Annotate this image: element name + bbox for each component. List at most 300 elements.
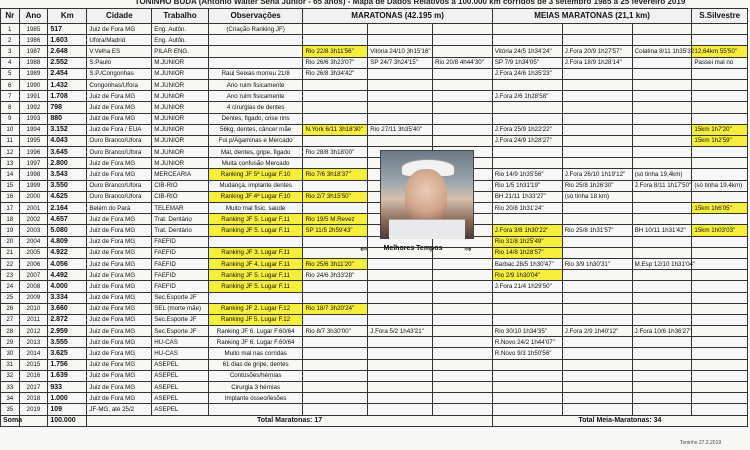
cell-cidade: Ouro Branco/Ufora bbox=[87, 180, 152, 191]
cell-maratona-1 bbox=[303, 359, 368, 370]
cell-maratona-3 bbox=[433, 326, 493, 337]
cell-maratona-1: Rio 25/6 3h11'20" bbox=[303, 258, 368, 269]
cell-observacoes: Ranking JF 5. Lugar F.11 bbox=[208, 270, 303, 281]
cell-maratona-2 bbox=[368, 303, 433, 314]
col-header-ano: Ano bbox=[19, 9, 48, 24]
cell-cidade: Juiz de Fora MG bbox=[87, 348, 152, 359]
cell-km: 1.432 bbox=[48, 79, 87, 90]
cell-sao-silvestre bbox=[692, 404, 748, 415]
cell-nr: 34 bbox=[1, 393, 20, 404]
cell-trabalho: SEL (morte mãe) bbox=[152, 303, 209, 314]
cell-ano: 2007 bbox=[19, 270, 48, 281]
cell-sao-silvestre bbox=[692, 348, 748, 359]
cell-sao-silvestre: 15km 1h2'59" bbox=[692, 135, 748, 146]
cell-meia-3 bbox=[632, 303, 692, 314]
cell-meia-1: Rio 1/5 1h31'19" bbox=[492, 180, 562, 191]
col-header-meias: MEIAS MARATONAS (21,1 km) bbox=[492, 9, 692, 24]
cell-meia-1 bbox=[492, 24, 562, 35]
cell-observacoes: 56kg, dentes, câncer mãe bbox=[208, 124, 303, 135]
cell-nr: 6 bbox=[1, 79, 20, 90]
cell-ano: 1986 bbox=[19, 35, 48, 46]
cell-sao-silvestre bbox=[692, 91, 748, 102]
cell-km: 1.639 bbox=[48, 370, 87, 381]
cell-cidade: JF-MG, até 25/2 bbox=[87, 404, 152, 415]
cell-km: 933 bbox=[48, 382, 87, 393]
cell-nr: 23 bbox=[1, 270, 20, 281]
cell-nr: 18 bbox=[1, 214, 20, 225]
cell-km: 4.657 bbox=[48, 214, 87, 225]
cell-sao-silvestre: Passei mal no bbox=[692, 57, 748, 68]
cell-meia-1: J.Fora 3/8 1h30'22" bbox=[492, 225, 562, 236]
cell-km: 2.164 bbox=[48, 203, 87, 214]
cell-ano: 1992 bbox=[19, 102, 48, 113]
cell-trabalho: ASEPEL bbox=[152, 404, 209, 415]
cell-trabalho: HU-CAS bbox=[152, 348, 209, 359]
cell-maratona-2 bbox=[368, 348, 433, 359]
cell-trabalho: ASEPEL bbox=[152, 393, 209, 404]
cell-ano: 1993 bbox=[19, 113, 48, 124]
cell-km: 517 bbox=[48, 24, 87, 35]
cell-maratona-3 bbox=[433, 292, 493, 303]
cell-meia-1: J.Fora 24/9 1h28'27" bbox=[492, 135, 562, 146]
cell-meia-2: (só tinha 18 km) bbox=[562, 191, 632, 202]
cell-nr: 32 bbox=[1, 370, 20, 381]
cell-meia-1: R.Novo 24/2 1h44'07" bbox=[492, 337, 562, 348]
cell-trabalho: MERCEARIA bbox=[152, 169, 209, 180]
cell-ano: 1987 bbox=[19, 46, 48, 57]
cell-meia-3 bbox=[632, 292, 692, 303]
cell-ano: 1988 bbox=[19, 57, 48, 68]
table-row bbox=[1, 91, 748, 102]
cell-meia-3: J.Fora 10/6 1h36'27" bbox=[632, 326, 692, 337]
cell-ano: 2004 bbox=[19, 236, 48, 247]
cell-meia-1 bbox=[492, 158, 562, 169]
cell-maratona-3 bbox=[433, 113, 493, 124]
cell-meia-3 bbox=[632, 337, 692, 348]
cell-observacoes bbox=[208, 35, 303, 46]
cell-meia-2 bbox=[562, 382, 632, 393]
cell-meia-3 bbox=[632, 68, 692, 79]
cell-maratona-1 bbox=[303, 337, 368, 348]
cell-meia-2: Rio 25/8 1h26'30" bbox=[562, 180, 632, 191]
col-header-km: Km bbox=[48, 9, 87, 24]
cell-observacoes: Ano ruim fisicamente bbox=[208, 79, 303, 90]
cell-sao-silvestre bbox=[692, 35, 748, 46]
cell-maratona-2 bbox=[368, 35, 433, 46]
cell-sao-silvestre bbox=[692, 292, 748, 303]
cell-meia-2: Rio 25/8 1h31'57" bbox=[562, 225, 632, 236]
cell-km: 3.334 bbox=[48, 292, 87, 303]
cell-trabalho: M.JUNIOR bbox=[152, 57, 209, 68]
cell-meia-3: (só tinha 19,4km) bbox=[632, 169, 692, 180]
cell-nr: 24 bbox=[1, 281, 20, 292]
cell-nr: 19 bbox=[1, 225, 20, 236]
cell-cidade: Juiz de Fora MG bbox=[87, 270, 152, 281]
cell-trabalho: M.JUNIOR bbox=[152, 147, 209, 158]
cell-km: 1.603 bbox=[48, 35, 87, 46]
cell-nr: 26 bbox=[1, 303, 20, 314]
cell-trabalho: FAEFID bbox=[152, 247, 209, 258]
table-row bbox=[1, 124, 748, 135]
table-row bbox=[1, 370, 748, 381]
cell-trabalho: M.JUNIOR bbox=[152, 79, 209, 90]
cell-observacoes: (Criação Ranking JF) bbox=[208, 24, 303, 35]
cell-sao-silvestre: 15km 1h03'03" bbox=[692, 225, 748, 236]
cell-nr: 8 bbox=[1, 102, 20, 113]
cell-sao-silvestre bbox=[692, 314, 748, 325]
cell-nr: 25 bbox=[1, 292, 20, 303]
table-row bbox=[1, 270, 748, 281]
cell-maratona-2 bbox=[368, 270, 433, 281]
cell-maratona-1: Rio 19/5 M.Revez bbox=[303, 214, 368, 225]
cell-maratona-1 bbox=[303, 158, 368, 169]
cell-trabalho: PILAR ENG. bbox=[152, 46, 209, 57]
cell-observacoes: Ranking JF 3. Lugar F.11 bbox=[208, 247, 303, 258]
cell-sao-silvestre bbox=[692, 258, 748, 269]
cell-meia-1: J.Fora 21/4 1h29'50" bbox=[492, 281, 562, 292]
cell-trabalho: FAEFID bbox=[152, 281, 209, 292]
col-header-maratonas: MARATONAS (42.195 m) bbox=[303, 9, 492, 24]
cell-trabalho: M.JUNIOR bbox=[152, 91, 209, 102]
cell-ano: 2011 bbox=[19, 314, 48, 325]
cell-maratona-1: Rio 24/6 3h33'28" bbox=[303, 270, 368, 281]
cell-ano: 2002 bbox=[19, 214, 48, 225]
cell-sao-silvestre bbox=[692, 337, 748, 348]
cell-total-meias: Total Meia-Maratonas: 34 bbox=[492, 415, 747, 426]
cell-maratona-2 bbox=[368, 314, 433, 325]
cell-nr: 33 bbox=[1, 382, 20, 393]
cell-observacoes: Implante ósseo/lesões bbox=[208, 393, 303, 404]
cell-sao-silvestre bbox=[692, 24, 748, 35]
cell-nr: 7 bbox=[1, 91, 20, 102]
cell-observacoes: 61 dias de gripe, dentes bbox=[208, 359, 303, 370]
cell-sao-silvestre bbox=[692, 370, 748, 381]
cell-maratona-3 bbox=[433, 337, 493, 348]
cell-nr: 29 bbox=[1, 337, 20, 348]
cell-cidade: Congonhas/Ufora bbox=[87, 79, 152, 90]
cell-total-maratonas: Total Maratonas: 17 bbox=[87, 415, 492, 426]
cell-meia-3 bbox=[632, 359, 692, 370]
cell-observacoes: Ranking JF 5. Lugar F.11 bbox=[208, 225, 303, 236]
cell-maratona-1 bbox=[303, 404, 368, 415]
cell-maratona-1 bbox=[303, 393, 368, 404]
cell-meia-1 bbox=[492, 393, 562, 404]
cell-meia-3 bbox=[632, 247, 692, 258]
cell-cidade: Juiz de Fora MG bbox=[87, 303, 152, 314]
runner-shirt bbox=[389, 219, 465, 239]
cell-cidade: Juiz de Fora MG bbox=[87, 382, 152, 393]
cell-cidade: Juiz de Fora / EUA bbox=[87, 124, 152, 135]
cell-sao-silvestre bbox=[692, 393, 748, 404]
cell-observacoes: Ano ruim fisicamente bbox=[208, 91, 303, 102]
cell-ano: 1998 bbox=[19, 169, 48, 180]
cell-meia-1: Rio 14/8 1h28'57" bbox=[492, 247, 562, 258]
cell-ano: 2015 bbox=[19, 359, 48, 370]
cell-maratona-2 bbox=[368, 382, 433, 393]
cell-maratona-1 bbox=[303, 102, 368, 113]
cell-km: 2.959 bbox=[48, 326, 87, 337]
cell-cidade: Ufora/Madrid bbox=[87, 35, 152, 46]
cell-meia-2 bbox=[562, 113, 632, 124]
cell-cidade: Juiz de Fora MG bbox=[87, 314, 152, 325]
cell-km: 4.625 bbox=[48, 191, 87, 202]
cell-km: 3.660 bbox=[48, 303, 87, 314]
cell-trabalho: ASEPEL bbox=[152, 370, 209, 381]
cell-maratona-2: Vitória 24/10 3h15'16" bbox=[368, 46, 433, 57]
cell-maratona-3 bbox=[433, 404, 493, 415]
table-row bbox=[1, 147, 748, 158]
cell-sao-silvestre bbox=[692, 236, 748, 247]
cell-meia-3 bbox=[632, 57, 692, 68]
cell-ano: 2016 bbox=[19, 370, 48, 381]
cell-trabalho: M.JUNIOR bbox=[152, 102, 209, 113]
cell-meia-1 bbox=[492, 292, 562, 303]
cell-observacoes bbox=[208, 57, 303, 68]
cell-ano: 2018 bbox=[19, 393, 48, 404]
col-header-observacoes: Observações bbox=[208, 9, 303, 24]
cell-meia-3 bbox=[632, 370, 692, 381]
cell-maratona-3 bbox=[433, 314, 493, 325]
cell-maratona-2 bbox=[368, 292, 433, 303]
cell-ano: 2001 bbox=[19, 203, 48, 214]
cell-sao-silvestre bbox=[692, 147, 748, 158]
cell-maratona-1: N.York 6/11 3h18'30" bbox=[303, 124, 368, 135]
cell-maratona-1 bbox=[303, 382, 368, 393]
cell-maratona-1 bbox=[303, 292, 368, 303]
cell-meia-3 bbox=[632, 348, 692, 359]
cell-cidade: Juiz de Fora MG bbox=[87, 326, 152, 337]
cell-observacoes: Cirurgia 3 hérnias bbox=[208, 382, 303, 393]
cell-meia-2 bbox=[562, 158, 632, 169]
cell-nr: 35 bbox=[1, 404, 20, 415]
cell-maratona-3 bbox=[433, 393, 493, 404]
cell-trabalho: FAEFID bbox=[152, 270, 209, 281]
right-arrow-icon: ⇒ bbox=[464, 244, 472, 254]
table-row bbox=[1, 135, 748, 146]
cell-nr: 13 bbox=[1, 158, 20, 169]
cell-maratona-1 bbox=[303, 314, 368, 325]
cell-meia-1: BH 21/11 1h33'27" bbox=[492, 191, 562, 202]
cell-nr: 1 bbox=[1, 24, 20, 35]
cell-meia-2 bbox=[562, 292, 632, 303]
cell-ano: 1989 bbox=[19, 68, 48, 79]
cell-empty bbox=[19, 415, 48, 426]
cell-km: 109 bbox=[48, 404, 87, 415]
cell-maratona-3 bbox=[433, 24, 493, 35]
cell-nr: 3 bbox=[1, 46, 20, 57]
cell-maratona-2 bbox=[368, 24, 433, 35]
cell-meia-3 bbox=[632, 404, 692, 415]
cell-cidade: Juiz de Fora MG bbox=[87, 158, 152, 169]
cell-meia-2 bbox=[562, 203, 632, 214]
cell-ano: 1995 bbox=[19, 135, 48, 146]
cell-nr: 14 bbox=[1, 169, 20, 180]
cell-observacoes: Ranking JF 6. Lugar F.60/64 bbox=[208, 326, 303, 337]
cell-ano: 2008 bbox=[19, 281, 48, 292]
cell-trabalho: ASEPEL bbox=[152, 359, 209, 370]
cell-observacoes: Ranking JF 5. Lugar F.12 bbox=[208, 314, 303, 325]
cell-meia-1: Rio 20/8 1h31'24" bbox=[492, 203, 562, 214]
cell-maratona-1: Rio 8/7 3h30'00" bbox=[303, 326, 368, 337]
cell-meia-3: M.Esp 12/10 1h31'04" bbox=[632, 258, 692, 269]
cell-maratona-3 bbox=[433, 270, 493, 281]
cell-sao-silvestre bbox=[692, 303, 748, 314]
cell-meia-3 bbox=[632, 147, 692, 158]
cell-meia-2 bbox=[562, 337, 632, 348]
cell-meia-1 bbox=[492, 359, 562, 370]
cell-meia-1 bbox=[492, 147, 562, 158]
cell-km: 3.625 bbox=[48, 348, 87, 359]
cell-sao-silvestre bbox=[692, 359, 748, 370]
cell-meia-3 bbox=[632, 91, 692, 102]
cell-nr: 31 bbox=[1, 359, 20, 370]
cell-cidade: Juiz de Fora MG bbox=[87, 359, 152, 370]
cell-maratona-1 bbox=[303, 113, 368, 124]
cell-trabalho: Sec.Esporte JF bbox=[152, 292, 209, 303]
cell-meia-1 bbox=[492, 214, 562, 225]
cell-nr: 21 bbox=[1, 247, 20, 258]
cell-maratona-2 bbox=[368, 337, 433, 348]
cell-trabalho: FAEFID bbox=[152, 236, 209, 247]
cell-cidade: Juiz de Fora MG bbox=[87, 113, 152, 124]
cell-maratona-1: Rio 26/8 3h34'42" bbox=[303, 68, 368, 79]
cell-trabalho: HU-CAS bbox=[152, 337, 209, 348]
cell-maratona-1 bbox=[303, 348, 368, 359]
cell-total-km: 100.000 bbox=[48, 415, 87, 426]
cell-ano: 2000 bbox=[19, 191, 48, 202]
cell-maratona-1 bbox=[303, 180, 368, 191]
footer-note: Toninho 27.2.2019 bbox=[680, 440, 722, 446]
cell-meia-3: J.Fora 8/11 1h17'50" bbox=[632, 180, 692, 191]
cell-meia-3 bbox=[632, 35, 692, 46]
cell-cidade: Juiz de Fora MG bbox=[87, 247, 152, 258]
cell-meia-3 bbox=[632, 382, 692, 393]
cell-observacoes: 4 cirurgias de dentes bbox=[208, 102, 303, 113]
cell-ano: 1999 bbox=[19, 180, 48, 191]
cell-km: 880 bbox=[48, 113, 87, 124]
cell-sao-silvestre: (só tinha 19,4km) bbox=[692, 180, 748, 191]
cell-sao-silvestre: 15km 1h7'20" bbox=[692, 124, 748, 135]
cell-km: 1.708 bbox=[48, 91, 87, 102]
cell-observacoes bbox=[208, 404, 303, 415]
cell-observacoes: Ranking JF 6. Lugar F.60/64 bbox=[208, 337, 303, 348]
table-row bbox=[1, 79, 748, 90]
cell-meia-1 bbox=[492, 303, 562, 314]
cell-trabalho: Trat. Dentário bbox=[152, 214, 209, 225]
cell-meia-1: Vitória 24/5 1h34'24" bbox=[492, 46, 562, 57]
cell-meia-1: Rio 30/10 1h34'35" bbox=[492, 326, 562, 337]
cell-nr: 30 bbox=[1, 348, 20, 359]
cell-meia-2 bbox=[562, 214, 632, 225]
cell-maratona-1: Rio 18/7 3h20'24" bbox=[303, 303, 368, 314]
cell-trabalho: Eng. Autôn. bbox=[152, 24, 209, 35]
cell-km: 4.492 bbox=[48, 270, 87, 281]
cell-meia-2 bbox=[562, 370, 632, 381]
cell-km: 1.756 bbox=[48, 359, 87, 370]
cell-meia-3 bbox=[632, 79, 692, 90]
col-header-cidade: Cidade bbox=[87, 9, 152, 24]
cell-cidade: Juiz de Fora MG bbox=[87, 236, 152, 247]
cell-meia-3 bbox=[632, 124, 692, 135]
cell-observacoes: Mudança, implante dentes bbox=[208, 180, 303, 191]
table-row bbox=[1, 303, 748, 314]
cell-cidade: S.P./Congonhas bbox=[87, 68, 152, 79]
cell-maratona-2 bbox=[368, 370, 433, 381]
cell-trabalho: FAEFID bbox=[152, 258, 209, 269]
cell-meia-2 bbox=[562, 281, 632, 292]
cell-maratona-3 bbox=[433, 79, 493, 90]
table-body bbox=[1, 24, 748, 427]
cell-km: 4.000 bbox=[48, 281, 87, 292]
table-row bbox=[1, 113, 748, 124]
cell-maratona-3 bbox=[433, 46, 493, 57]
table-row bbox=[1, 292, 748, 303]
cell-trabalho: M.JUNIOR bbox=[152, 124, 209, 135]
cell-meia-3 bbox=[632, 191, 692, 202]
table-row bbox=[1, 337, 748, 348]
cell-maratona-1 bbox=[303, 24, 368, 35]
cell-nr: 2 bbox=[1, 35, 20, 46]
cell-meia-1: Barbac.28/5 1h30'47" bbox=[492, 258, 562, 269]
cell-maratona-3 bbox=[433, 102, 493, 113]
table-row bbox=[1, 404, 748, 415]
cell-observacoes bbox=[208, 292, 303, 303]
cell-cidade: Juiz de Fora MG bbox=[87, 258, 152, 269]
cell-meia-3 bbox=[632, 158, 692, 169]
cell-observacoes bbox=[208, 236, 303, 247]
cell-trabalho: M.JUNIOR bbox=[152, 135, 209, 146]
table-row bbox=[1, 348, 748, 359]
cell-observacoes: Dentes, figado, crise rins bbox=[208, 113, 303, 124]
cell-meia-3 bbox=[632, 102, 692, 113]
cell-meia-2: J.Fora 2/9 1h40'12" bbox=[562, 326, 632, 337]
cell-maratona-3 bbox=[433, 91, 493, 102]
col-header-sao-silvestre: S.Silvestre bbox=[692, 9, 748, 24]
cell-maratona-3 bbox=[433, 382, 493, 393]
cell-maratona-2 bbox=[368, 359, 433, 370]
sheet-title: TONINHO BUDA (Antônio Walter Sena Junior - 65 anos) - Mapa de Dados Relativos a 100.000 km corridos de 3 setembro 1985 a 25 fevereiro 2019 bbox=[134, 0, 686, 6]
table-row bbox=[1, 24, 748, 35]
cell-ano: 2009 bbox=[19, 292, 48, 303]
cell-meia-3 bbox=[632, 393, 692, 404]
cell-maratona-2 bbox=[368, 79, 433, 90]
cell-ano: 1994 bbox=[19, 124, 48, 135]
cell-cidade: Ouro Branco/Ufora bbox=[87, 135, 152, 146]
col-header-trabalho: Trabalho bbox=[152, 9, 209, 24]
cell-meia-1: J.Fora 25/9 1h22'22" bbox=[492, 124, 562, 135]
cell-ano: 1997 bbox=[19, 158, 48, 169]
cell-meia-2: J.Fora 26/10 1h19'12" bbox=[562, 169, 632, 180]
cell-maratona-1: Rio 26/6 3h23'07" bbox=[303, 57, 368, 68]
cell-meia-2 bbox=[562, 147, 632, 158]
cell-ano: 2014 bbox=[19, 348, 48, 359]
left-arrow-icon: ⇐ bbox=[360, 244, 368, 254]
cell-sao-silvestre bbox=[692, 281, 748, 292]
cell-sao-silvestre bbox=[692, 68, 748, 79]
table-row bbox=[1, 169, 748, 180]
cell-total-label: Soma bbox=[1, 415, 20, 426]
cell-sao-silvestre bbox=[692, 169, 748, 180]
cell-trabalho: Sec.Esporte JF bbox=[152, 314, 209, 325]
table-row bbox=[1, 359, 748, 370]
cell-meia-2 bbox=[562, 124, 632, 135]
cell-trabalho: CIB-RIO bbox=[152, 180, 209, 191]
cell-maratona-3 bbox=[433, 359, 493, 370]
cell-km: 4.043 bbox=[48, 135, 87, 146]
cell-sao-silvestre bbox=[692, 326, 748, 337]
cell-meia-3 bbox=[632, 270, 692, 281]
cell-km: 2.800 bbox=[48, 158, 87, 169]
